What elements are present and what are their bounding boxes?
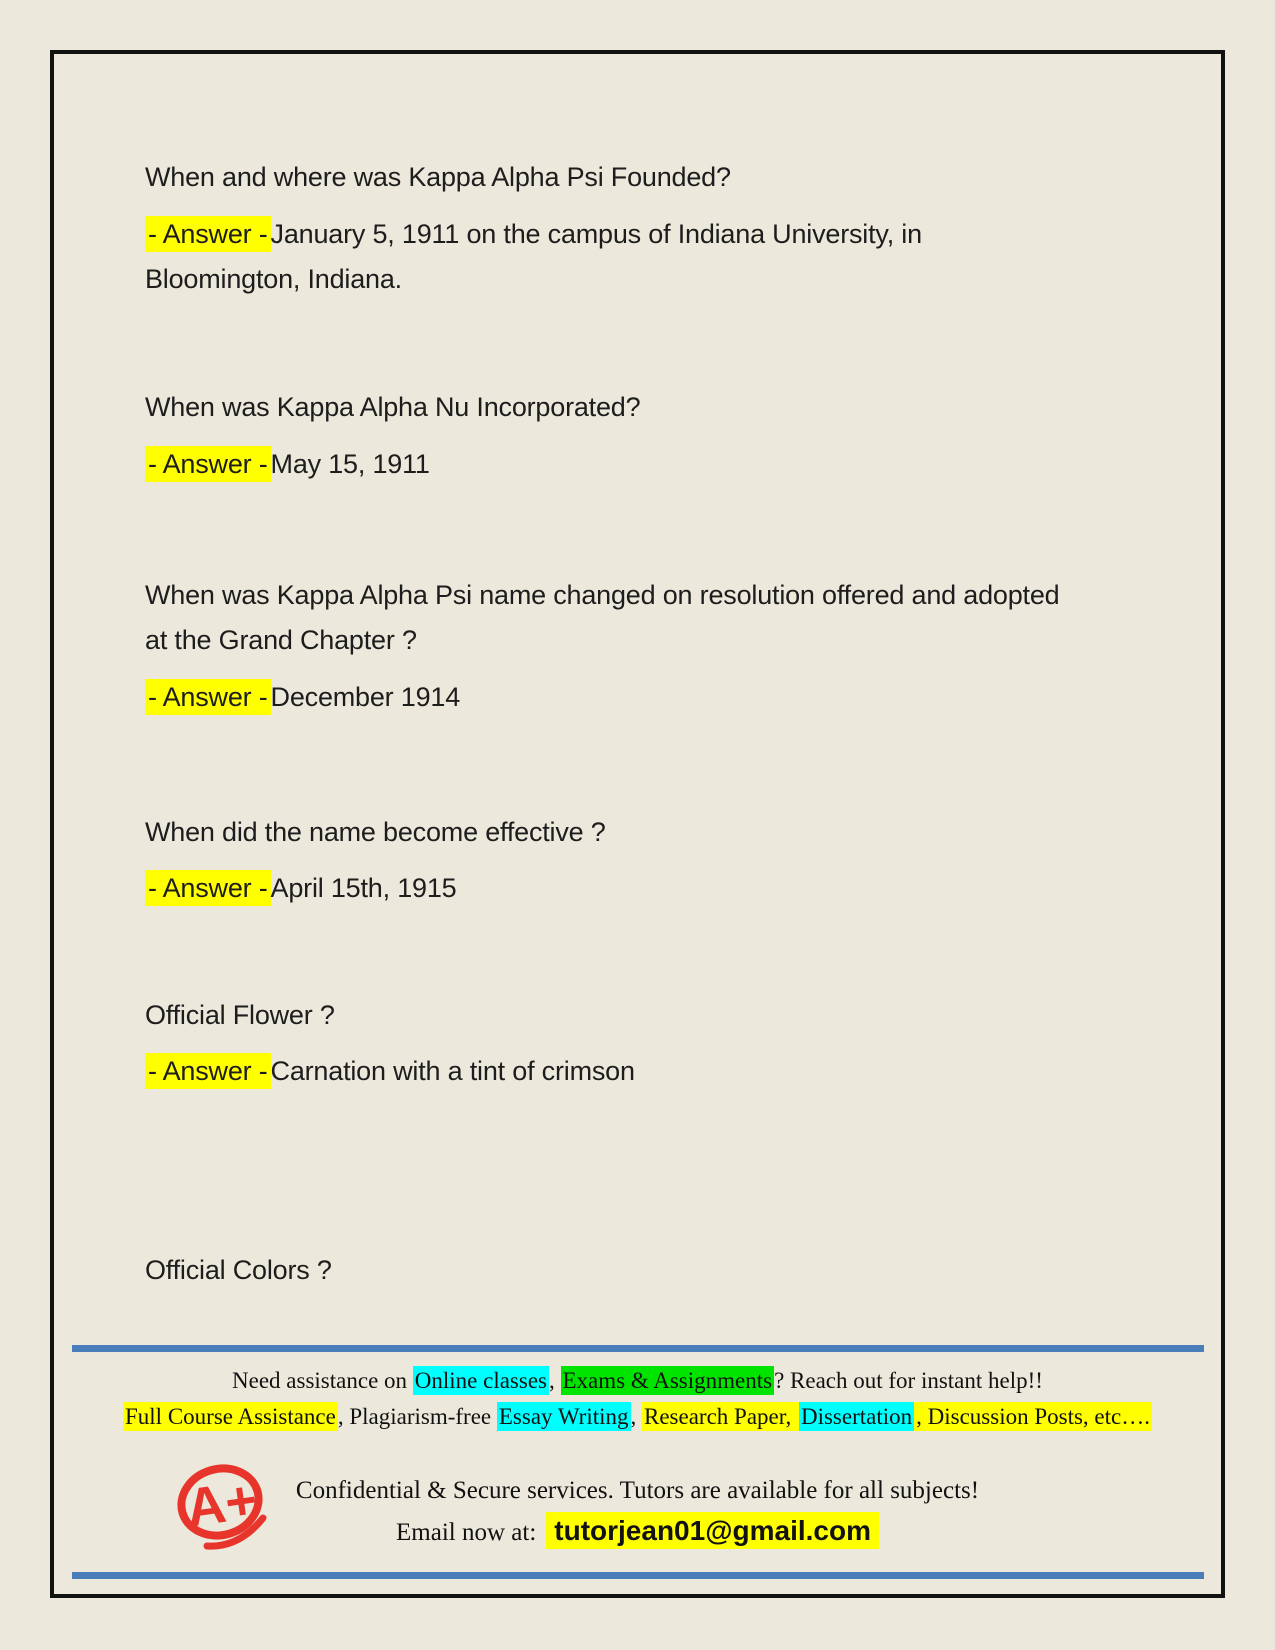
footer-line1-exams-assignments-highlight: Exams & Assignments — [562, 1368, 773, 1393]
answer-4 — [145, 866, 1065, 911]
answer-5 — [145, 1049, 1065, 1094]
question-1: When and where was Kappa Alpha Psi Founded? — [145, 162, 731, 192]
answer-1-text: January 5, 1911 on the campus of Indiana University, in Bloomington, Indiana. — [145, 219, 922, 294]
answer-2 — [145, 442, 1065, 487]
a-plus-logo-text: A+ — [182, 1469, 261, 1539]
divider-rule-top — [72, 1345, 1204, 1352]
question-6: Official Colors ? — [145, 1255, 332, 1285]
answer-2-label-highlight: - Answer - — [145, 446, 271, 482]
question-4: When did the name become effective ? — [145, 817, 606, 847]
question-3: When was Kappa Alpha Psi name changed on resolution offered and adopted at the Grand Chapter ? — [145, 580, 1060, 655]
answer-1 — [145, 212, 1065, 302]
answer-2-text: May 15, 1911 — [270, 449, 430, 479]
footer-line2-plain-1: , Plagiarism-free — [337, 1404, 497, 1429]
footer-ad-line-1 — [54, 1364, 1221, 1398]
email-address-highlight: tutorjean01@gmail.com — [546, 1512, 879, 1549]
footer-confidential-line: Confidential & Secure services. Tutors are available for all subjects! — [295, 1477, 980, 1504]
footer-ad-line-2 — [54, 1400, 1221, 1434]
footer-line2-essay-writing-highlight: Essay Writing — [498, 1404, 629, 1429]
answer-4-text: April 15th, 1915 — [270, 873, 457, 903]
footer-line2-research-paper-highlight: Research Paper, — [644, 1404, 797, 1429]
question-5: Official Flower ? — [145, 1000, 335, 1030]
answer-1-label-highlight: - Answer - — [145, 216, 271, 252]
answer-5-text: Carnation with a tint of crimson — [270, 1056, 635, 1086]
footer-line1-pre: Need assistance on — [232, 1368, 413, 1393]
footer-line1-mid: , — [549, 1368, 561, 1393]
footer-line1-post: ? Reach out for instant help!! — [774, 1368, 1043, 1393]
footer-line2-dissertation-highlight: Dissertation — [800, 1404, 913, 1429]
divider-rule-bottom — [72, 1572, 1204, 1579]
footer-line2-full-course-highlight: Full Course Assistance — [125, 1404, 336, 1429]
answer-5-label-highlight: - Answer - — [145, 1053, 271, 1089]
footer-line2-discussion-posts-highlight: , Discussion Posts, etc…. — [916, 1404, 1150, 1429]
footer-line2-plain-2: , — [630, 1404, 642, 1429]
answer-4-label-highlight: - Answer - — [145, 870, 271, 906]
answer-3 — [145, 675, 1065, 720]
answer-3-text: December 1914 — [270, 682, 461, 712]
email-label: Email now at: — [396, 1519, 537, 1546]
footer-email-line — [54, 1514, 1221, 1550]
question-2: When was Kappa Alpha Nu Incorporated? — [145, 392, 641, 422]
page-frame — [50, 50, 1225, 1598]
answer-3-label-highlight: - Answer - — [145, 679, 271, 715]
footer-line1-online-classes-highlight: Online classes — [414, 1368, 547, 1393]
